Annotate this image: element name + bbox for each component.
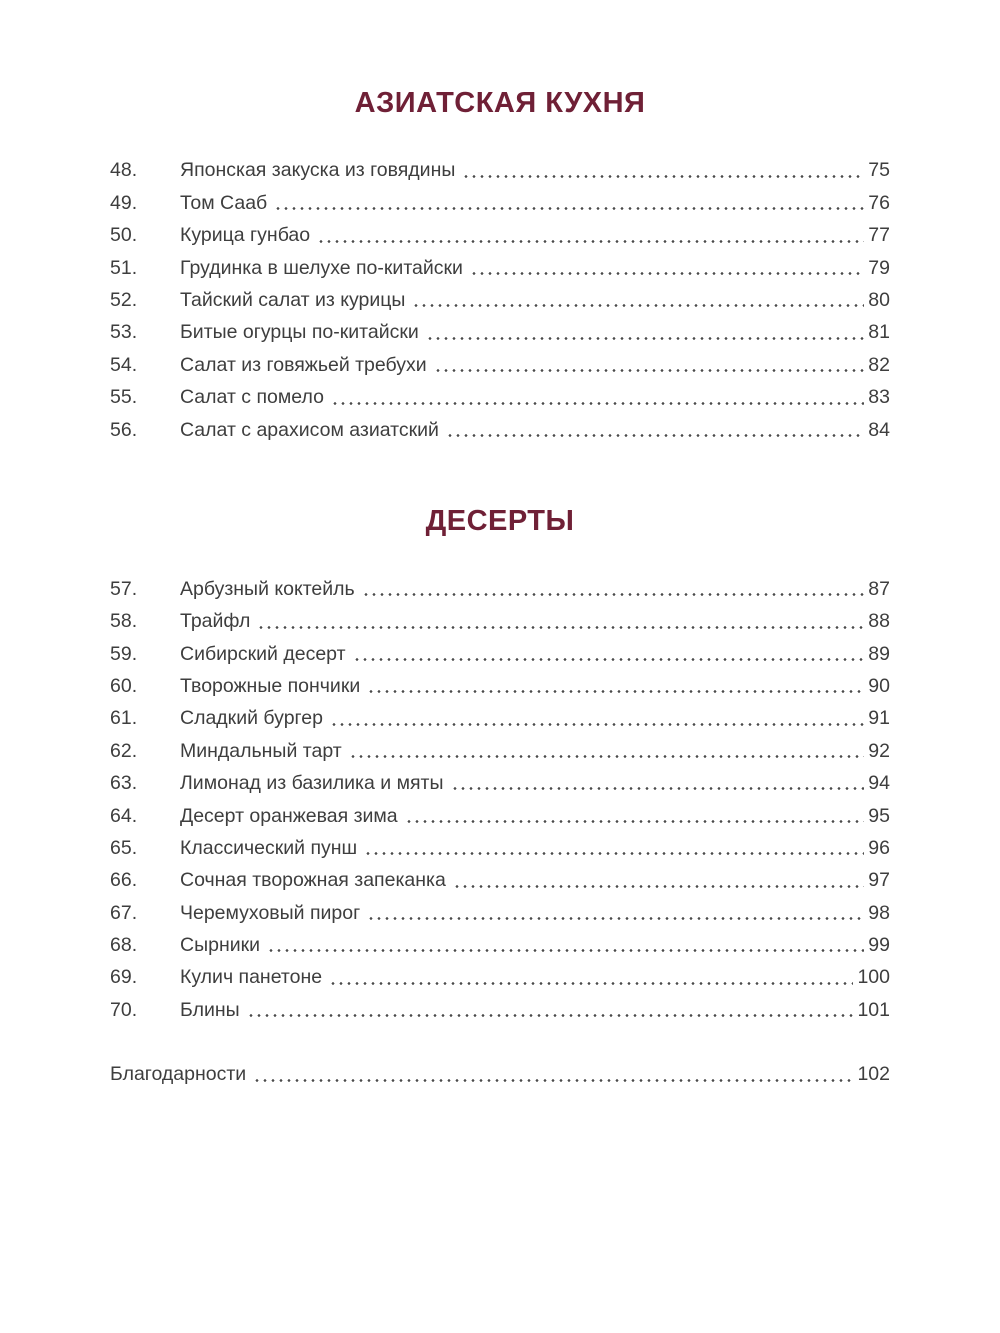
section-entries [110,155,890,447]
entry-title: Курица гунбао [180,224,311,247]
entry-page-number: 96 [868,836,890,859]
entry-title: Японская закуска из говядины [180,159,456,182]
entry-number: 50. [110,224,138,247]
entry-page-number: 84 [868,418,890,441]
entry-page-number: 90 [868,674,890,697]
toc-entry [110,865,890,897]
entry-page-number: 83 [868,386,890,409]
section-title: ДЕСЕРТЫ [425,505,575,538]
entry-number: 57. [110,577,138,600]
toc-entry [110,382,890,414]
toc-entry [110,414,890,446]
entry-page-number: 94 [868,772,890,795]
dot-leader [446,414,864,446]
toc-entry [110,962,890,994]
dot-leader [330,703,864,735]
entry-number: 61. [110,707,138,730]
toc-entry [110,317,890,349]
entry-page-number: 76 [868,191,890,214]
entry-title: Салат из говяжьей требухи [180,353,427,376]
entry-title: Тайский салат из курицы [180,289,406,312]
section-title: АЗИАТСКАЯ КУХНЯ [354,87,646,119]
entry-title: Арбузный коктейль [180,577,355,600]
dot-leader [451,767,865,799]
dot-leader [426,317,865,349]
dot-leader [453,865,864,897]
entry-number: 65. [110,836,138,859]
toc-section [110,504,890,1026]
entry-page-number: 82 [868,353,890,376]
dot-leader [367,670,864,702]
entry-page-number: 75 [868,159,890,182]
toc-entry [110,349,890,381]
dot-leader [267,929,864,961]
entry-number: 67. [110,901,138,924]
entry-page-number: 91 [868,707,890,730]
entry-number: 62. [110,739,138,762]
toc-entry [110,187,890,219]
entry-number: 53. [110,321,138,344]
dot-leader [462,155,864,187]
toc-entry [110,606,890,638]
entry-page-number: 77 [868,224,890,247]
toc-entry [110,703,890,735]
entry-number: 69. [110,966,138,989]
dot-leader [331,382,864,414]
entry-page-number: 97 [868,869,890,892]
acknowledgments-page-number: 102 [857,1063,890,1086]
entry-number: 48. [110,159,138,182]
dot-leader [353,638,865,670]
entry-number: 58. [110,610,138,633]
toc-entry [110,767,890,799]
entry-title: Миндальный тарт [180,739,342,762]
toc-entry [110,800,890,832]
entry-number: 54. [110,353,138,376]
entry-title: Блины [180,998,240,1021]
dot-leader [470,252,864,284]
entry-title: Сочная творожная запеканка [180,869,446,892]
dot-leader [364,832,864,864]
entry-number: 59. [110,642,138,665]
entry-title: Творожные пончики [180,674,361,697]
entry-page-number: 88 [868,610,890,633]
toc-entry [110,638,890,670]
entry-number: 56. [110,418,138,441]
toc-sections [110,86,890,1027]
toc-entry [110,155,890,187]
entry-number: 66. [110,869,138,892]
toc-section [110,86,890,446]
entry-title: Лимонад из базилика и мяты [180,772,444,795]
entry-page-number: 79 [868,256,890,279]
entry-page-number: 99 [868,934,890,957]
entry-number: 52. [110,289,138,312]
entry-page-number: 89 [868,642,890,665]
entry-number: 55. [110,386,138,409]
entry-title: Сладкий бургер [180,707,323,730]
toc-entry [110,284,890,316]
entry-title: Сырники [180,934,261,957]
entry-page-number: 98 [868,901,890,924]
acknowledgments-entry [110,1059,890,1091]
acknowledgments-label: Благодарности [110,1063,247,1086]
dot-leader [253,1059,853,1091]
entry-title: Салат с помело [180,386,324,409]
entry-title: Десерт оранжевая зима [180,804,398,827]
entry-page-number: 80 [868,289,890,312]
toc-page [110,0,890,1091]
entry-number: 68. [110,934,138,957]
entry-title: Классический пунш [180,836,358,859]
section-entries [110,573,890,1026]
dot-leader [329,962,853,994]
entry-title: Черемуховый пирог [180,901,361,924]
entry-number: 63. [110,772,138,795]
entry-title: Сибирский десерт [180,642,346,665]
toc-entry [110,573,890,605]
entry-title: Кулич панетоне [180,966,323,989]
toc-entry [110,994,890,1026]
entry-page-number: 92 [868,739,890,762]
dot-leader [405,800,865,832]
dot-leader [317,220,864,252]
toc-entry [110,670,890,702]
entry-page-number: 87 [868,577,890,600]
dot-leader [434,349,865,381]
dot-leader [412,284,864,316]
entry-page-number: 100 [857,966,890,989]
entry-number: 49. [110,191,138,214]
toc-entry [110,220,890,252]
entry-title: Том Сааб [180,191,268,214]
toc-entry [110,832,890,864]
toc-entry [110,929,890,961]
dot-leader [274,187,864,219]
entry-title: Битые огурцы по-китайски [180,321,419,344]
dot-leader [362,573,865,605]
toc-entry [110,897,890,929]
dot-leader [349,735,865,767]
dot-leader [367,897,864,929]
entry-number: 70. [110,998,138,1021]
toc-entry [110,735,890,767]
dot-leader [257,606,864,638]
entry-page-number: 101 [857,998,890,1021]
entry-number: 51. [110,256,138,279]
toc-entry [110,252,890,284]
entry-title: Трайфл [180,610,251,633]
entry-number: 64. [110,804,138,827]
dot-leader [247,994,854,1026]
entry-page-number: 95 [868,804,890,827]
entry-title: Грудинка в шелухе по-китайски [180,256,463,279]
entry-page-number: 81 [868,321,890,344]
entry-title: Салат с арахисом азиатский [180,418,439,441]
entry-number: 60. [110,674,138,697]
